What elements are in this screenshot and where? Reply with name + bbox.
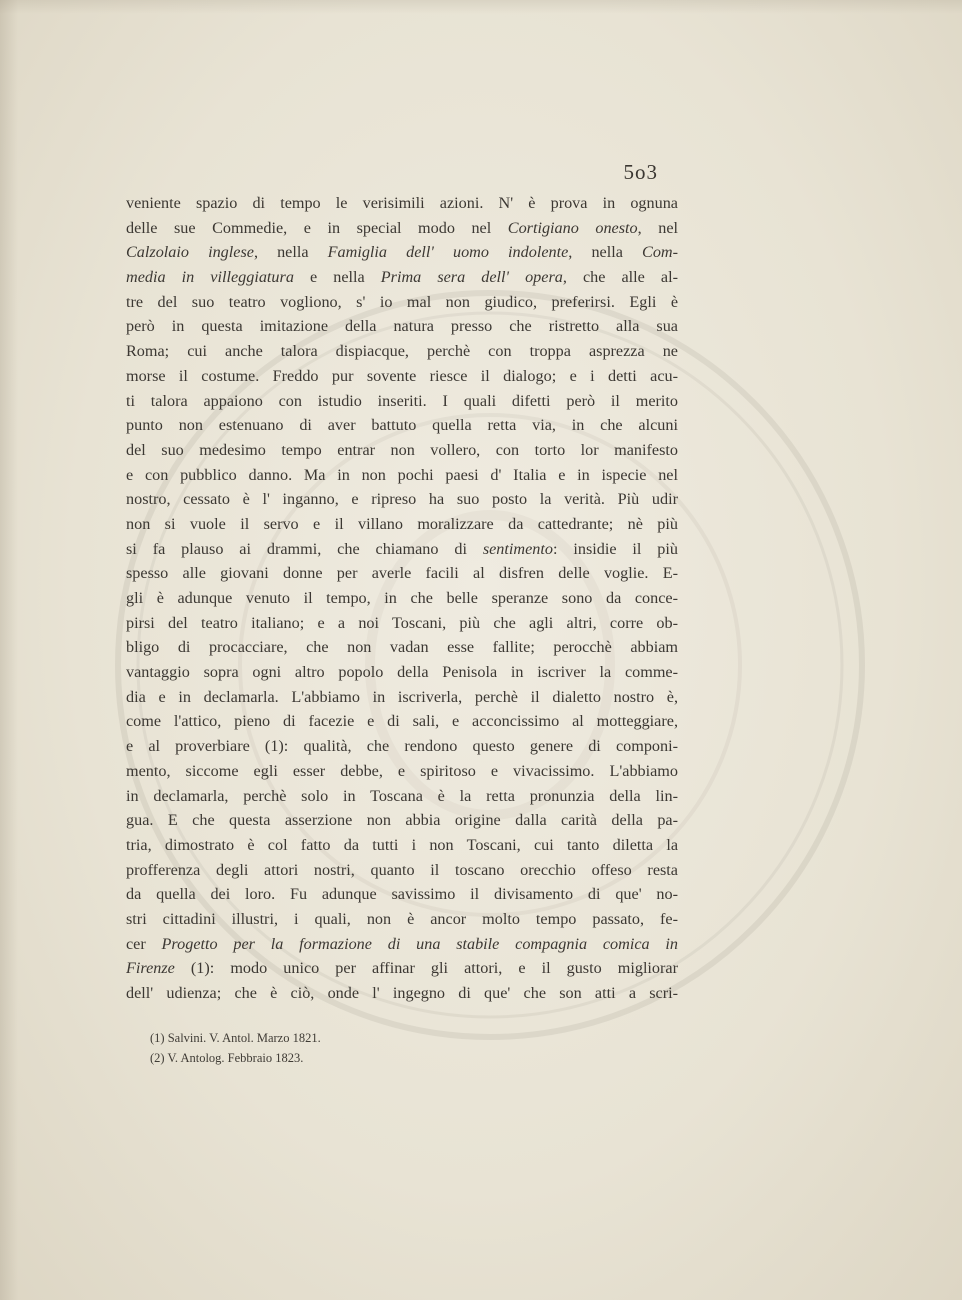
text-segment: e nella [293,268,381,287]
text-segment: come l'attico, pieno di facezie e di sali, e acconcissimo al motteggiare, [126,712,678,731]
text-line [126,882,678,907]
text-line [126,339,678,364]
italic-title-text: Firenze [126,959,175,978]
text-segment: , che alle al- [562,268,678,287]
text-line [126,784,678,809]
page-edge-shadow [0,0,18,1300]
text-line [126,561,678,586]
text-segment: delle sue Commedie, e in special modo nel [126,218,508,237]
text-segment: : insidie il più [552,539,678,558]
text-line [126,364,678,389]
footnotes [150,1028,550,1068]
text-line [126,413,678,438]
text-line [126,216,678,241]
text-segment: si fa plauso ai drammi, che chiamano di [126,539,483,558]
text-line [126,907,678,932]
text-segment: (1): modo unico per affinar gli attori, e il gusto migliorar [174,959,678,978]
text-segment: non si vuole il servo e il villano moralizzare da cattedrante; nè più [126,514,678,533]
text-line [126,586,678,611]
text-line [126,487,678,512]
text-line [126,808,678,833]
text-segment: , nella [253,243,328,262]
text-line [126,660,678,685]
text-segment: dia e in declamarla. L'abbiamo in iscriverla, perchè il dialetto nostro è, [126,687,678,706]
text-segment: tria, dimostrato è col fatto da tutti i non Toscani, cui tanto diletta la [126,835,678,854]
italic-title-text: Cortigiano onesto [507,218,638,237]
text-segment: bligo di procacciare, che non vadan esse fallite; perocchè abbiam [126,638,678,657]
body-text [126,191,678,1006]
text-line [126,537,678,562]
text-line [126,389,678,414]
text-line [126,512,678,537]
text-segment: veniente spazio di tempo le verisimili azioni. N' è prova in ognuna [126,194,678,212]
text-segment: , nel [637,218,678,237]
text-segment: mento, siccome egli esser debbe, e spiritoso e vivacissimo. L'abbiamo [126,761,678,780]
text-line [126,635,678,660]
text-segment: in declamarla, perchè solo in Toscana è la retta pronunzia della lin- [126,786,678,805]
text-line [126,833,678,858]
italic-title-text: Progetto per la formazione di una stabile compagnia comica in [161,934,678,953]
text-segment: profferenza degli attori nostri, quanto il toscano orecchio offeso resta [126,860,678,879]
text-line [126,290,678,315]
text-line [126,611,678,636]
italic-title-text: Prima sera dell' opera [380,268,563,287]
text-segment: da quella dei loro. Fu adunque savissimo il divisamento di que' no- [126,885,678,904]
text-line [126,265,678,290]
text-segment: morse il costume. Freddo pur sovente riesce il dialogo; e i detti acu- [126,366,678,385]
text-segment: però in questa imitazione della natura presso che ristretto alla sua [126,317,678,336]
text-segment: , nella [568,243,643,262]
text-line [126,438,678,463]
text-segment: punto non estenuano di aver battuto quella retta via, in che alcuni [126,416,678,435]
text-segment: pirsi del teatro italiano; e a noi Toscani, più che agli altri, corre ob- [126,613,678,632]
italic-title-text: Famiglia dell' uomo indolente [327,243,569,262]
text-segment: nostro, cessato è l' inganno, e ripreso ha suo posto la verità. Più udir [126,490,678,509]
text-line [126,956,678,981]
text-line [126,240,678,265]
page-top-shadow [0,0,962,14]
text-line [126,191,678,216]
italic-title-text: Com- [642,243,678,262]
text-segment: del suo medesimo tempo entrar non vollero, con torto lor manifesto [126,440,678,459]
text-segment: e al proverbiare (1): qualità, che rendono questo genere di componi- [126,737,678,756]
text-line [126,314,678,339]
text-segment: gli è adunque venuto il tempo, in che belle speranze sono da conce- [126,589,678,607]
text-line [126,858,678,883]
italic-title-text: Calzolaio inglese [126,243,254,262]
italic-title-text: media in villeggiatura [126,268,294,287]
footnote: (2) V. Antolog. Febbraio 1823. [150,1051,304,1065]
text-line [126,734,678,759]
text-segment: stri cittadini illustri, i quali, non è ancor molto tempo passato, fe- [126,909,678,928]
text-segment: vantaggio sopra ogni altro popolo della Penisola in iscriver la comme- [126,663,678,682]
text-segment: gua. E che questa asserzione non abbia origine dalla carità della pa- [126,811,678,830]
text-line [126,932,678,957]
text-segment: Roma; cui anche talora dispiacque, perchè con troppa asprezza ne [126,342,678,361]
text-segment: e con pubblico danno. Ma in non pochi paesi d' Italia e in ispecie nel [126,465,678,484]
text-line [126,981,678,1006]
text-segment: spesso alle giovani donne per averle facili al disfren delle voglie. E- [126,564,678,583]
text-segment: tre del suo teatro vogliono, s' io mal non giudico, preferirsi. Egli è [126,292,678,311]
page-number: 5o3 [623,160,658,184]
text-line [126,709,678,734]
text-line [126,759,678,784]
italic-title-text: sentimento [482,539,553,558]
text-line [126,685,678,710]
text-line [126,463,678,488]
text-segment: dell' udienza; che è ciò, onde l' ingegno di que' che son atti a scri- [126,984,678,1002]
text-segment: cer [126,934,162,953]
footnote: (1) Salvini. V. Antol. Marzo 1821. [150,1031,321,1045]
text-segment: ti talora appaiono con istudio inseriti. I quali difetti però il merito [126,391,678,410]
